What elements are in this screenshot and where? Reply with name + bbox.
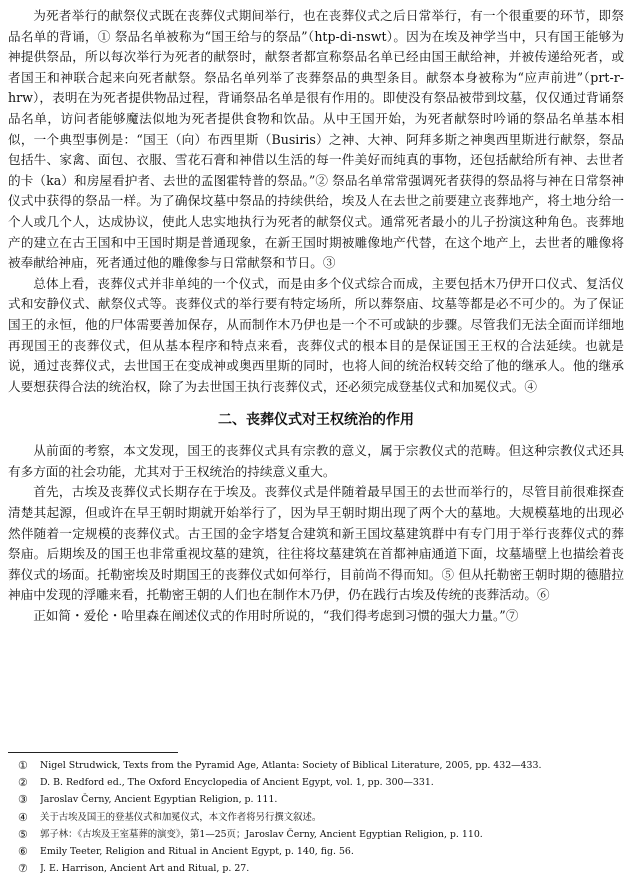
footnote — [18, 843, 624, 860]
footnote-text: 郭子林：《古埃及王室墓葬的演变》，第1—25页；Jaroslav Černy, Ancient Egyptian Religion, p. 110. — [40, 828, 483, 840]
footnote — [18, 757, 624, 774]
paragraph-first-point: 首先，古埃及丧葬仪式长期存在于埃及。丧葬仪式是伴随着最早国王的去世而举行的，尽管目前很难探查清楚其起源，但或许在早王朝时期就开始举行了，因为早王朝时期出现了两个大的墓地。大规模墓地的出现必然伴随着一定规模的丧葬仪式。古王国的金字塔复合建筑和新王国坟墓建筑群中有专门用于举行丧葬仪式的葬祭庙。后期埃及的国王也非常重视坟墓的建筑，往往将坟墓建筑在首都神庙通道下面，坟墓墙壁上也描绘着丧葬仪式的场面。托勒密埃及时期国王的丧葬仪式如何举行，目前尚不得而知。⑤ 但从托勒密王朝时期的德腊拉神庙中发现的浮雕来看，托勒密王朝的人们也在制作木乃伊，仍在践行古埃及传统的丧葬活动。⑥ — [8, 484, 624, 603]
footnote-divider — [8, 752, 178, 753]
footnote-number: ① — [18, 759, 28, 772]
footnote — [18, 826, 624, 843]
footnote-text: J. E. Harrison, Ancient Art and Ritual, p. 27. — [40, 863, 250, 875]
footnote-number: ④ — [18, 810, 28, 824]
footnote-text: Emily Teeter, Religion and Ritual in Ancient Egypt, p. 140, fig. 56. — [40, 846, 354, 858]
footnote — [18, 860, 624, 877]
footnote-number: ⑤ — [18, 827, 28, 841]
paragraph-summary: 总体上看，丧葬仪式并非单纯的一个仪式，而是由多个仪式综合而成，主要包括木乃伊开口仪式、复活仪式和安静仪式、献祭仪式等。丧葬仪式的举行要有特定场所，所以葬祭庙、坟墓等都是必不可少的。为了保证国王的永恒，他的尸体需要善加保存，从而制作木乃伊也是一个不可或缺的步骤。尽管我们无法全面而详细地再现国王的丧葬仪式，但从基本程序和特点来看，丧葬仪式的根本目的是保证国王王权的合法延续。也就是说，通过丧葬仪式，去世国王在变成神或奥西里斯的同时，也将人间的统治权转交给了他的继承人。他的继承人要想获得合法的统治权，除了为去世国王执行丧葬仪式，还必须完成登基仪式和加冕仪式。④ — [8, 275, 624, 394]
footnotes — [18, 757, 624, 877]
section-heading: 二、丧葬仪式对王权统治的作用 — [218, 412, 414, 429]
footnote — [18, 791, 624, 808]
footnote-text: 关于古埃及国王的登基仪式和加冕仪式，本文作者将另行撰文叙述。 — [40, 811, 322, 823]
footnote-number: ② — [18, 776, 28, 790]
footnote-number: ⑥ — [18, 845, 28, 859]
footnote-number: ③ — [18, 793, 28, 807]
paragraph-harrison-quote: 正如简・爱伦・哈里森在阐述仪式的作用时所说的，“我们得考虑到习惯的强大力量。”⑦ — [33, 608, 519, 624]
paragraph-offering-ritual: 为死者举行的献祭仪式既在丧葬仪式期间举行，也在丧葬仪式之后日常举行，有一个很重要的环节，即祭品名单的背诵，① 祭品名单被称为“国王给与的祭品”（htp-di-nswt）。因为在埃及神学当中，只有国王能够为神提供祭品，所以每次举行为死者的献祭时，献祭者都宣称祭品名单已经由国王献给神，并被传递给死者，或者国王和神联合起来向死者献祭。祭品名单列举了丧葬祭品的典型条目。献祭本身被称为“应声前进”（prt-r-hrw），表明在为死者提供物品过程，背诵祭品名单是很有作用的。即使没有祭品被带到坟墓，仅仅通过背诵祭品名单，访问者能够魔法似地为死者提供食物和饮品。从中王国开始，为死者献祭时吟诵的祭品名单基本相似，一个典型事例是：“国王（向）布西里斯（Busiris）之神、大神、阿拜多斯之神奥西里斯进行献祭，祭品包括牛、家禽、面包、衣服、雪花石膏和神借以生活的每一件美好而纯真的事物，还包括献给所有神、去世者的卡（ka）和房屋看护者、去世的孟图霍特普的祭品。”② 祭品名单常常强调死者获得的祭品将与神在日常祭神仪式中获得的祭品一样。为了确保坟墓中祭品的持续供给，埃及人在去世之前要建立丧葬地产，将土地分给一个人或几个人，达成协议，使此人忠实地执行为死者的献祭仪式。通常死者最小的儿子扮演这种角色。丧葬地产的建立在古王国和中王国时期是普通现象，在新王国时期被雕像地产代替，在这个地产上，去世者的雕像将被奉献给神庙，死者通过他的雕像参与日常献祭和节日。③ — [8, 8, 624, 271]
footnote-text: Jaroslav Černy, Ancient Egyptian Religion, p. 111. — [40, 794, 278, 806]
footnote-text: D. B. Redford ed., The Oxford Encyclopedia of Ancient Egypt, vol. 1, pp. 300—331. — [40, 777, 434, 789]
footnote-text: Nigel Strudwick, Texts from the Pyramid Age, Atlanta: Society of Biblical Literature, 2005, pp. 432—433. — [40, 760, 542, 771]
footnote — [18, 774, 624, 791]
footnote-number: ⑦ — [18, 862, 28, 876]
footnote — [18, 809, 624, 826]
paragraph-intro-function: 从前面的考察，本文发现，国王的丧葬仪式具有宗教的意义，属于宗教仪式的范畴。但这种宗教仪式还具有多方面的社会功能，尤其对于王权统治的持续意义重大。 — [8, 443, 624, 479]
body-text — [8, 6, 624, 627]
